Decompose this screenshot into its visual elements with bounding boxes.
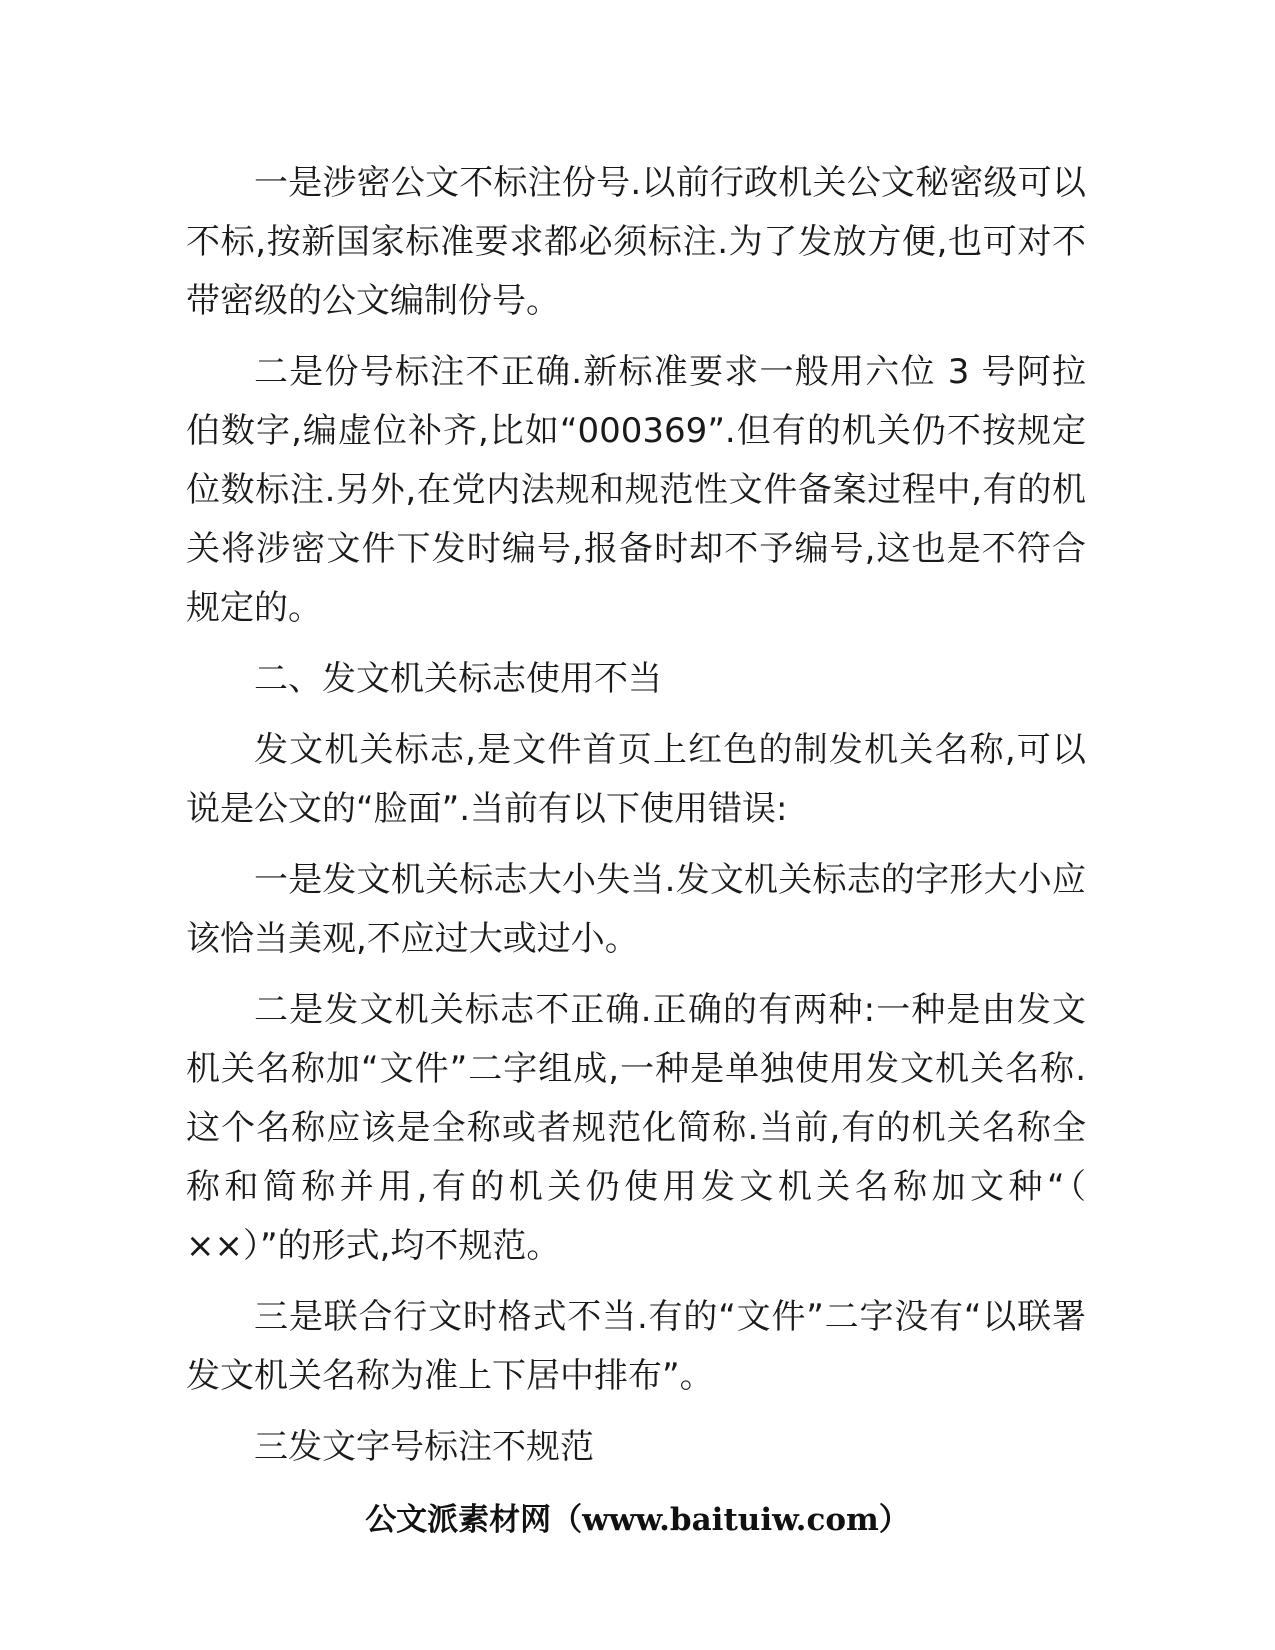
document-body [186, 154, 1086, 1489]
section-heading-document-number: 三发文字号标注不规范 [254, 1427, 594, 1467]
page-footer: 公文派素材网（www.baituiw.com） [365, 1502, 910, 1538]
paragraph-issuer-mark-incorrect: 二是发文机关标志不正确.正确的有两种:一种是由发文机关名称加“文件”二字组成,一种是单独使用发文机关名称.这个名称应该是全称或者规范化简称.当前,有的机关名称全称和简称并用,有的机关仍使用发文机关名称加文种“（ ××）”的形式,均不规范。 [186, 990, 1086, 1266]
paragraph-issuer-mark-definition: 发文机关标志,是文件首页上红色的制发机关名称,可以说是公文的“脸面”.当前有以下使用错误: [186, 730, 1086, 829]
paragraph-unmarked-copy-number: 一是涉密公文不标注份号.以前行政机关公文秘密级可以不标,按新国家标准要求都必须标注.为了发放方便,也可对不带密级的公文编制份号。 [186, 163, 1086, 321]
section-heading-issuer-mark: 二、发文机关标志使用不当 [254, 659, 662, 699]
paragraph-incorrect-copy-number: 二是份号标注不正确.新标准要求一般用六位 3 号阿拉伯数字,编虚位补齐,比如“000369”.但有的机关仍不按规定位数标注.另外,在党内法规和规范性文件备案过程中,有的机关将涉密文件下发时编号,报备时却不予编号,这也是不符合规定的。 [186, 352, 1086, 628]
paragraph-joint-document-format: 三是联合行文时格式不当.有的“文件”二字没有“以联署发文机关名称为准上下居中排布”。 [186, 1297, 1086, 1396]
paragraph-issuer-mark-size: 一是发文机关标志大小失当.发文机关标志的字形大小应该恰当美观,不应过大或过小。 [186, 860, 1086, 959]
